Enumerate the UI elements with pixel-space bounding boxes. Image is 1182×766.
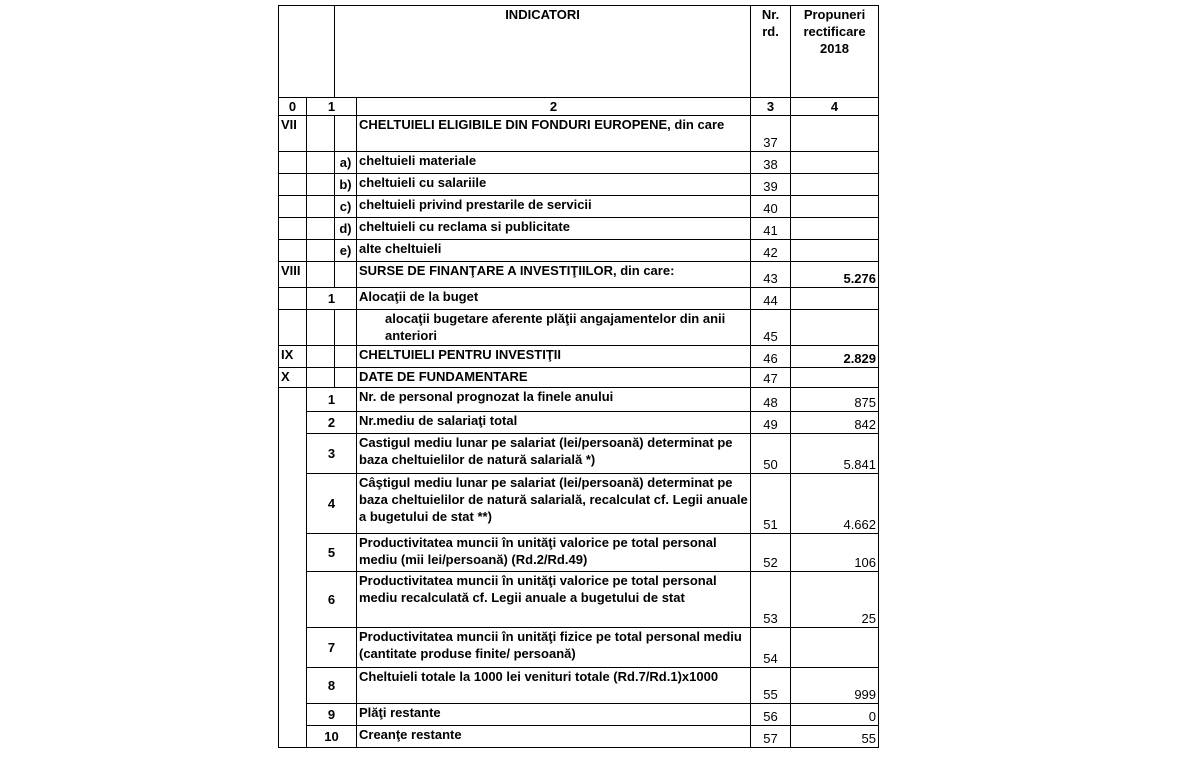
row-code	[279, 152, 307, 174]
row-value	[791, 218, 879, 240]
row-nr: 57	[751, 726, 791, 748]
row-nr: 46	[751, 346, 791, 368]
header-nr-rd: Nr. rd.	[751, 6, 791, 98]
table-row	[279, 668, 879, 704]
row-value: 106	[791, 534, 879, 572]
index-row	[279, 98, 879, 116]
row-value: 842	[791, 412, 879, 434]
row-nr: 43	[751, 262, 791, 288]
table-row	[279, 434, 879, 474]
header-row	[279, 6, 879, 98]
row-subcode	[307, 346, 335, 368]
row-value: 0	[791, 704, 879, 726]
row-subcode: 8	[307, 668, 357, 704]
row-code	[279, 388, 307, 748]
row-nr: 54	[751, 628, 791, 668]
row-nr: 37	[751, 116, 791, 152]
row-subcode: 2	[307, 412, 357, 434]
table-row	[279, 474, 879, 534]
row-nr: 56	[751, 704, 791, 726]
row-letter: d)	[335, 218, 357, 240]
table-row	[279, 288, 879, 310]
row-nr: 39	[751, 174, 791, 196]
row-subcode	[307, 262, 335, 288]
row-value	[791, 196, 879, 218]
row-value	[791, 288, 879, 310]
row-label: Productivitatea muncii în unităţi fizice pe total personal mediu (cantitate produse finite/ persoană)	[357, 628, 751, 668]
row-subcode: 3	[307, 434, 357, 474]
header-indicatori: INDICATORI	[335, 6, 751, 98]
row-subcode	[307, 196, 335, 218]
row-nr: 47	[751, 368, 791, 388]
row-value	[791, 240, 879, 262]
row-subcode: 5	[307, 534, 357, 572]
row-label: Câştigul mediu lunar pe salariat (lei/persoană) determinat pe baza cheltuielilor de natură salarială, recalculat cf. Legii anuale a bugetului de stat **)	[357, 474, 751, 534]
table-row	[279, 726, 879, 748]
row-label: cheltuieli materiale	[357, 152, 751, 174]
table-row	[279, 152, 879, 174]
row-letter: e)	[335, 240, 357, 262]
table-row	[279, 388, 879, 412]
row-nr: 52	[751, 534, 791, 572]
row-subcode: 7	[307, 628, 357, 668]
table-row	[279, 628, 879, 668]
row-subcode	[307, 174, 335, 196]
row-value: 4.662	[791, 474, 879, 534]
row-value	[791, 310, 879, 346]
row-value: 5.276	[791, 262, 879, 288]
row-nr: 49	[751, 412, 791, 434]
row-subcode	[307, 218, 335, 240]
row-letter	[335, 262, 357, 288]
row-nr: 44	[751, 288, 791, 310]
row-code: VIII	[279, 262, 307, 288]
row-label: alte cheltuieli	[357, 240, 751, 262]
table-row	[279, 262, 879, 288]
row-subcode	[307, 310, 335, 346]
row-value	[791, 628, 879, 668]
row-label: Plăţi restante	[357, 704, 751, 726]
table-row	[279, 412, 879, 434]
table-row	[279, 116, 879, 152]
row-subcode	[307, 368, 335, 388]
row-label: Nr.mediu de salariaţi total	[357, 412, 751, 434]
row-letter	[335, 346, 357, 368]
row-value	[791, 174, 879, 196]
row-value: 5.841	[791, 434, 879, 474]
row-nr: 42	[751, 240, 791, 262]
row-label: cheltuieli cu salariile	[357, 174, 751, 196]
table-row	[279, 368, 879, 388]
table-row	[279, 572, 879, 628]
index-cell: 2	[357, 98, 751, 116]
row-nr: 45	[751, 310, 791, 346]
row-label: Castigul mediu lunar pe salariat (lei/persoană) determinat pe baza cheltuielilor de natură salarială *)	[357, 434, 751, 474]
row-nr: 38	[751, 152, 791, 174]
header-empty	[279, 6, 335, 98]
row-subcode: 1	[307, 388, 357, 412]
row-code: VII	[279, 116, 307, 152]
row-code	[279, 310, 307, 346]
row-letter: c)	[335, 196, 357, 218]
row-nr: 53	[751, 572, 791, 628]
row-nr: 55	[751, 668, 791, 704]
table-row	[279, 196, 879, 218]
row-subcode: 4	[307, 474, 357, 534]
row-label: Creanţe restante	[357, 726, 751, 748]
row-code	[279, 174, 307, 196]
row-value: 875	[791, 388, 879, 412]
row-subcode: 10	[307, 726, 357, 748]
row-label: Nr. de personal prognozat la finele anului	[357, 388, 751, 412]
index-cell: 1	[307, 98, 357, 116]
row-label: Cheltuieli totale la 1000 lei venituri totale (Rd.7/Rd.1)x1000	[357, 668, 751, 704]
table-row	[279, 704, 879, 726]
row-subcode	[307, 240, 335, 262]
index-cell: 4	[791, 98, 879, 116]
indicators-table	[278, 5, 879, 748]
row-subcode: 6	[307, 572, 357, 628]
row-code	[279, 240, 307, 262]
row-label: Alocaţii de la buget	[357, 288, 751, 310]
row-code	[279, 288, 307, 310]
row-subcode: 1	[307, 288, 357, 310]
row-subcode	[307, 152, 335, 174]
row-nr: 50	[751, 434, 791, 474]
row-letter	[335, 310, 357, 346]
row-value: 2.829	[791, 346, 879, 368]
index-cell: 3	[751, 98, 791, 116]
row-value: 25	[791, 572, 879, 628]
row-label: Productivitatea muncii în unităţi valorice pe total personal mediu (mii lei/persoană) (Rd.2/Rd.49)	[357, 534, 751, 572]
table-row	[279, 174, 879, 196]
row-value: 55	[791, 726, 879, 748]
row-letter	[335, 116, 357, 152]
row-letter: b)	[335, 174, 357, 196]
table-row	[279, 240, 879, 262]
row-code	[279, 196, 307, 218]
row-value: 999	[791, 668, 879, 704]
table-row	[279, 346, 879, 368]
row-nr: 40	[751, 196, 791, 218]
row-code	[279, 218, 307, 240]
row-letter: a)	[335, 152, 357, 174]
table-row	[279, 218, 879, 240]
row-code: IX	[279, 346, 307, 368]
row-label: alocaţii bugetare aferente plăţii angajamentelor din anii anteriori	[357, 310, 751, 346]
row-nr: 51	[751, 474, 791, 534]
row-label: cheltuieli cu reclama si publicitate	[357, 218, 751, 240]
row-code: X	[279, 368, 307, 388]
row-value	[791, 116, 879, 152]
index-cell: 0	[279, 98, 307, 116]
row-subcode	[307, 116, 335, 152]
row-letter	[335, 368, 357, 388]
row-nr: 48	[751, 388, 791, 412]
row-value	[791, 152, 879, 174]
row-label: SURSE DE FINANŢARE A INVESTIŢIILOR, din care:	[357, 262, 751, 288]
table-row	[279, 534, 879, 572]
row-nr: 41	[751, 218, 791, 240]
row-label: CHELTUIELI PENTRU INVESTIŢII	[357, 346, 751, 368]
table-row	[279, 310, 879, 346]
row-label: CHELTUIELI ELIGIBILE DIN FONDURI EUROPENE, din care	[357, 116, 751, 152]
row-label: Productivitatea muncii în unităţi valorice pe total personal mediu recalculată cf. Legii anuale a bugetului de stat	[357, 572, 751, 628]
row-label: DATE DE FUNDAMENTARE	[357, 368, 751, 388]
header-propuneri: Propuneri rectificare 2018	[791, 6, 879, 98]
row-subcode: 9	[307, 704, 357, 726]
row-value	[791, 368, 879, 388]
row-label: cheltuieli privind prestarile de servicii	[357, 196, 751, 218]
